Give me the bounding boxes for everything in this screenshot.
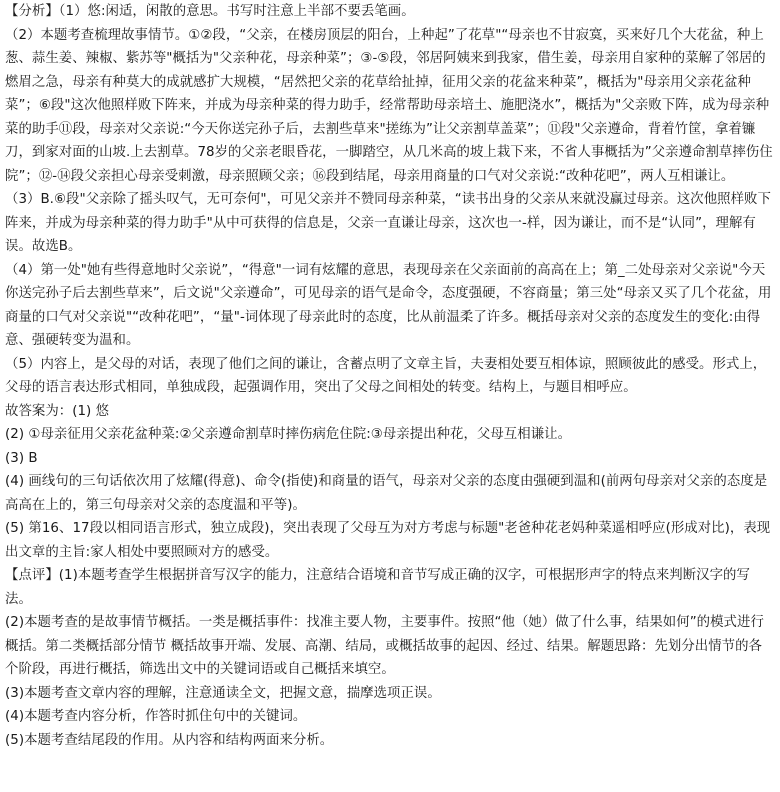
answer-q1: 故答案为：(1) 悠 (5, 403, 110, 419)
answer-q2: (2) ①母亲征用父亲花盆种菜:②父亲遵命割草时摔伤病危住院:③母亲提出种花，父母互相谦让。 (5, 427, 572, 442)
analysis-q4: （4）第一处"她有些得意地时父亲说”，“得意"一词有炫耀的意思，表现母亲在父亲面前的高高在上；第_二处母亲对父亲说"今天你送完孙子后去割些草来”，后文说"父亲遵命”，可见母亲的语气是命令，态度强硬，不容商量；第三处“母亲又买了几个花盆，用商量的口气对父亲说"“改种花吧”，“量"-词体现了母亲此时的态度，比从前温柔了许多。概括母亲对父亲的态度发生的变化:由得意、强硬转变为温和。 (5, 262, 772, 348)
comment-q4: (4)本题考查内容分析，作答时抓住句中的关键词。 (5, 709, 307, 724)
analysis-q2: （2）本题考查梳理故事情节。①②段，“父亲，在楼房顶层的阳台，上种起”了花草"“母亲也不甘寂寞，买来好几个大花盆，种上葱、蒜生姜、辣椒、紫苏等"概括为"父亲种花，母亲种菜”；③-⑤段，邻居阿姨来到我家，借生姜，母亲用自家种的菜解了邻居的燃眉之急，母亲有种莫大的成就感扩大规模，“居然把父亲的花草给扯掉，征用父亲的花盆来种菜”，概括为"母亲用父亲花盆种菜”；⑥段"这次他照样败下阵来，并成为母亲种菜的得力助手，经常帮助母亲培土、施肥浇水”，概括为"父亲败下阵，成为母亲种菜的助手⑪段，母亲对父亲说:“今天你送完孙子后，去割些草来"搓练为”让父亲割草盖菜”；⑪段"父亲遵命，背着竹筐，拿着镰刀，到家对面的山坡.上去割草。78岁的父亲老眼昏花，一脚踏空，从几米高的坡上栽下来，不省人事概括为”父亲遵命割草摔伤住院”；⑫-⑭段父亲担心母亲受刺激，母亲照顾父亲；⑯段到结尾，母亲用商量的口气对父亲说:“改种花吧”，两人互相谦让。 (5, 27, 773, 184)
answer-q4: (4) 画线句的三句话依次用了炫耀(得意)、命令(指使)和商量的语气，母亲对父亲的态度由强硬到温和(前两句母亲对父亲的态度是高高在上的，第三句母亲对父亲的态度温和平等)。 (5, 474, 768, 513)
answer-q3: (3) B (5, 450, 38, 466)
analysis-q1: 【分析】（1）悠:闲适，闲散的意思。书写时注意上半部不要丢笔画。 (5, 4, 415, 19)
comment-q3: (3)本题考查文章内容的理解，注意通读全文，把握文意，揣摩选项正误。 (5, 685, 441, 701)
comment-q1: 【点评】(1)本题考查学生根据拼音写汉字的能力，注意结合语境和音节写成正确的汉字，可根据形声字的特点来判断汉字的写法。 (5, 568, 750, 607)
analysis-q3: （3）B.⑥段"父亲除了摇头叹气，无可奈何"，可见父亲并不赞同母亲种菜，“读书出身的父亲从来就没赢过母亲。这次他照样败下阵来，并成为母亲种菜的得力助手"从中可获得的信息是，父亲一直谦让母亲，这次也一-样，因为谦让，而不是“认同”，理解有误。故选B。 (5, 192, 771, 254)
analysis-q5: （5）内容上，是父母的对话，表现了他们之间的谦让，含蓄点明了文章主旨，夫妻相处要互相体谅，照顾彼此的感受。形式上，父母的语言表达形式相同，单独成段，起强调作用，突出了父母之间相处的转变。结构上，与题目相呼应。 (5, 356, 767, 395)
answer-q5: (5) 第16、17段以相同语言形式，独立成段)，突出表现了父母互为对方考虑与标题"老爸种花老妈种菜遥相呼应(形成对比)，表现出文章的主旨:家人相处中要照顾对方的感受。 (5, 521, 771, 560)
comment-q5: (5)本题考查结尾段的作用。从内容和结构两面来分析。 (5, 732, 334, 748)
comment-q2: (2)本题考查的是故事情节概括。一类是概括事件：找准主要人物，主要事件。按照“他（她）做了什么事，结果如何”的模式进行概括。第二类概括部分情节 概括故事开端、发展、高潮、结局，或概括故事的起因、经过、结果。解题思路：先划分出情节的各个阶段，再进行概括，筛选出文中的关键词语或自己概括来填空。 (5, 615, 764, 677)
